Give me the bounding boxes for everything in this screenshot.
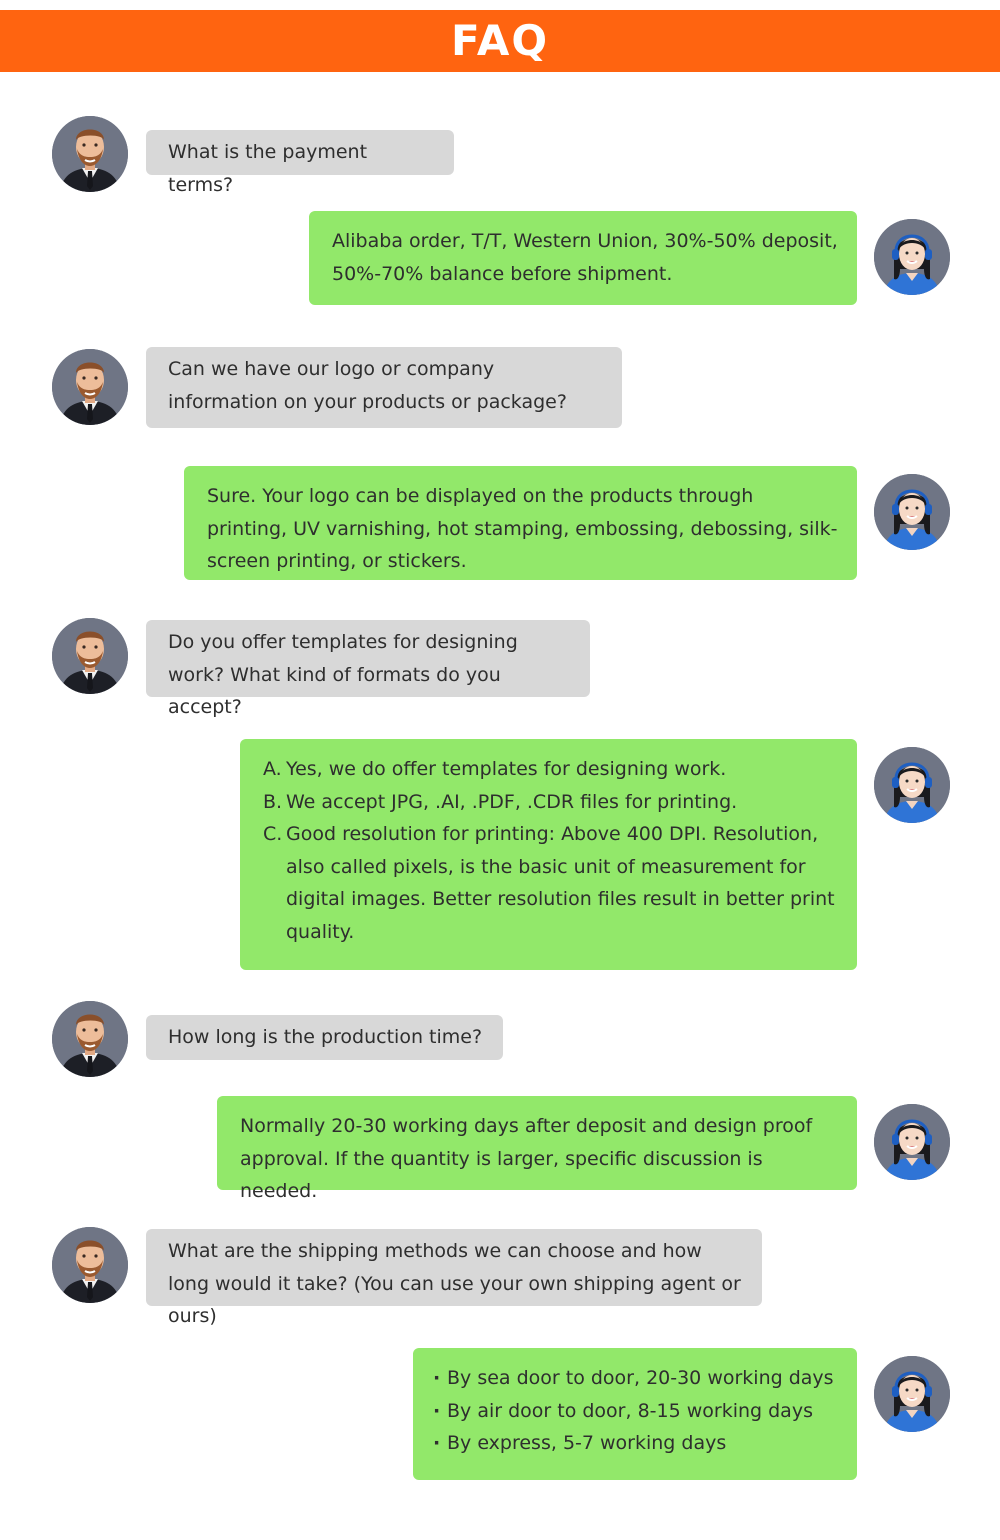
answer-list-item: B. We accept JPG, .AI, .PDF, .CDR files for printing. (263, 790, 738, 813)
answer-text: Alibaba order, T/T, Western Union, 30%-50% deposit, 50%-70% balance before shipment. (332, 230, 838, 285)
support-agent-avatar-icon (874, 747, 950, 823)
answer-bubble (184, 466, 857, 580)
answer-list (433, 1362, 839, 1460)
answer-text: Sure. Your logo can be displayed on the products through printing, UV varnishing, hot stamping, embossing, debossing, silk-screen printing, or stickers. (207, 485, 838, 572)
businessman-avatar-icon (52, 1001, 128, 1077)
faq-banner (0, 10, 1000, 72)
answer-list-item: A. Yes, we do offer templates for designing work. (263, 758, 727, 780)
answer-bubble (413, 1348, 857, 1480)
question-bubble (146, 347, 622, 428)
businessman-avatar-icon (52, 116, 128, 192)
businessman-avatar-icon (52, 1227, 128, 1303)
businessman-avatar-icon (52, 349, 128, 425)
question-text: Can we have our logo or company information on your products or package? (168, 358, 567, 413)
question-text: What are the shipping methods we can choose and how long would it take? (You can use your own shipping agent or ours) (168, 1240, 741, 1327)
question-text: Do you offer templates for designing work? What kind of formats do you accept? (168, 631, 518, 718)
answer-list-item: · By express, 5-7 working days (433, 1427, 839, 1460)
support-agent-avatar-icon (874, 219, 950, 295)
page-title: FAQ (450, 16, 550, 65)
answer-list-item: · By sea door to door, 20-30 working days (433, 1362, 839, 1395)
support-agent-avatar-icon (874, 474, 950, 550)
question-bubble (146, 620, 590, 718)
question-bubble (146, 1015, 503, 1060)
answer-list-item: · By air door to door, 8-15 working days (433, 1395, 839, 1428)
answer-bubble (309, 211, 857, 305)
answer-list-item: C. Good resolution for printing: Above 400 DPI. Resolution, also called pixels, is the basic unit of measurement for digital images. Better resolution files result in better print quality. (263, 823, 835, 943)
answer-list (263, 753, 839, 948)
businessman-avatar-icon (52, 618, 128, 694)
question-bubble (146, 1229, 762, 1327)
question-bubble (146, 130, 454, 196)
support-agent-avatar-icon (874, 1356, 950, 1432)
answer-text: Normally 20-30 working days after deposit and design proof approval. If the quantity is larger, specific discussion is needed. (240, 1115, 813, 1202)
support-agent-avatar-icon (874, 1104, 950, 1180)
question-text: How long is the production time? (168, 1026, 483, 1048)
answer-bubble (240, 739, 857, 970)
question-text: What is the payment terms? (168, 141, 368, 196)
answer-bubble (217, 1096, 857, 1202)
